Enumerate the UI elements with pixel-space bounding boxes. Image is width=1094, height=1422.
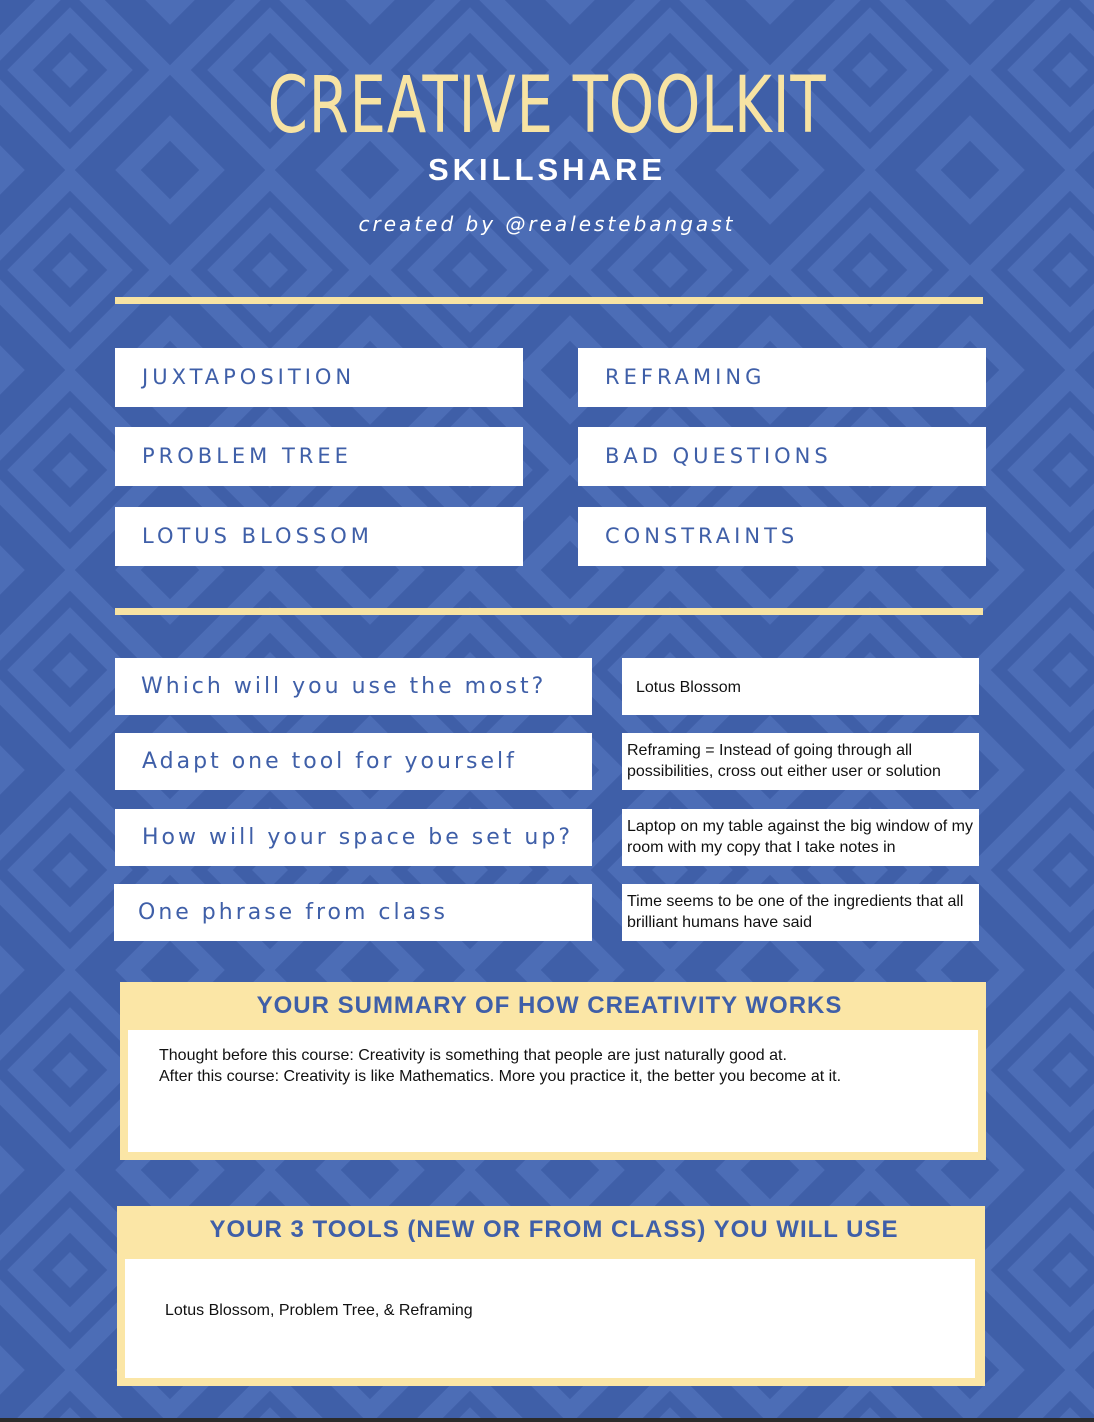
question-adapt-tool: Adapt one tool for yourself <box>115 733 592 790</box>
tool-constraints: CONSTRAINTS <box>578 507 986 566</box>
answer-use-most[interactable]: Lotus Blossom <box>622 658 979 715</box>
divider-middle <box>115 608 983 615</box>
tool-reframing: REFRAMING <box>578 348 986 407</box>
question-use-most: Which will you use the most? <box>115 658 592 715</box>
summary-panel <box>120 982 986 1160</box>
summary-heading: YOUR SUMMARY OF HOW CREATIVITY WORKS <box>256 992 843 1019</box>
page-title: CREATIVE TOOLKIT <box>267 61 827 151</box>
tools-answer: Lotus Blossom, Problem Tree, & Reframing <box>165 1302 473 1319</box>
tools-heading: YOUR 3 TOOLS (NEW OR FROM CLASS) YOU WILL USE <box>209 1216 899 1243</box>
question-space-setup: How will your space be set up? <box>115 809 592 866</box>
author-credit: created by @realestebangast <box>358 212 736 236</box>
tool-juxtaposition: JUXTAPOSITION <box>115 348 523 407</box>
summary-line-after: After this course: Creativity is like Mathematics. More you practice it, the better you become at it. <box>159 1068 842 1085</box>
summary-line-before: Thought before this course: Creativity is something that people are just naturally good at. <box>159 1047 787 1064</box>
tool-problem-tree: PROBLEM TREE <box>115 427 523 486</box>
header <box>0 58 1094 236</box>
question-phrase-from-class: One phrase from class <box>114 884 592 941</box>
tools-panel <box>117 1206 985 1386</box>
page-subtitle: SKILLSHARE <box>427 152 667 187</box>
tools-body[interactable] <box>125 1259 975 1378</box>
divider-top <box>115 297 983 304</box>
tool-bad-questions: BAD QUESTIONS <box>578 427 986 486</box>
answer-phrase-from-class[interactable]: Time seems to be one of the ingredients that all brilliant humans have said <box>622 884 979 941</box>
answer-adapt-tool[interactable]: Reframing = Instead of going through all possibilities, cross out either user or solution <box>622 733 979 790</box>
summary-body[interactable] <box>128 1030 978 1152</box>
tool-lotus-blossom: LOTUS BLOSSOM <box>115 507 523 566</box>
answer-space-setup[interactable]: Laptop on my table against the big window of my room with my copy that I take notes in <box>622 809 979 866</box>
